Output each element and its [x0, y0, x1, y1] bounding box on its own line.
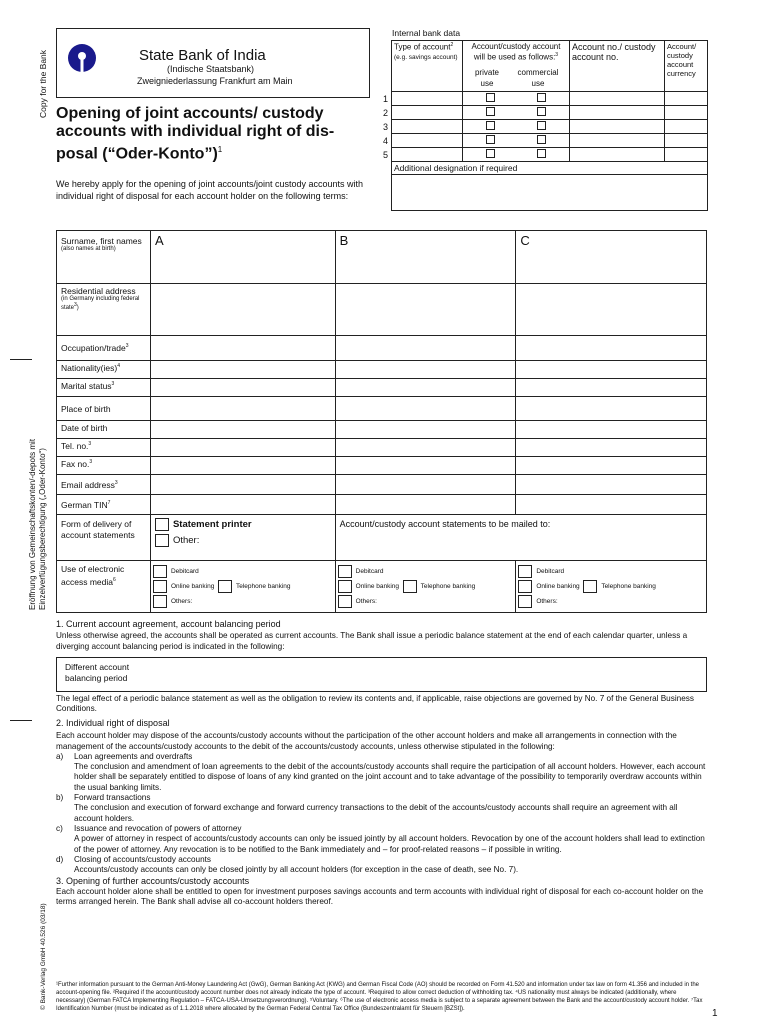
private-use-checkbox[interactable]: [486, 135, 495, 144]
type-cell[interactable]: [392, 148, 463, 162]
sbi-logo-icon: [67, 43, 97, 73]
delivery-options: [150, 515, 335, 561]
row-number: 4: [376, 134, 392, 148]
use-checkboxes: [463, 92, 570, 106]
holder-c-tel[interactable]: [516, 439, 707, 457]
debit-card-checkbox[interactable]: [338, 565, 352, 578]
delivery-label: Form of delivery of account statements: [57, 515, 151, 561]
commercial-use-checkbox[interactable]: [537, 121, 546, 130]
holder-c-media: Debitcard Online banking Telephone banking Others:: [516, 561, 707, 613]
holder-c-tin[interactable]: [516, 495, 707, 515]
currency-cell[interactable]: [665, 148, 708, 162]
holder-a-email[interactable]: [150, 475, 335, 495]
holder-a-marital[interactable]: [150, 379, 335, 397]
balancing-period-field[interactable]: [157, 658, 706, 691]
account-no-cell[interactable]: [570, 120, 665, 134]
intro-text: We hereby apply for the opening of joint accounts/joint custody accounts with individual right of disposal for each account holder on the following terms:: [56, 179, 364, 201]
currency-cell[interactable]: [665, 106, 708, 120]
others-media-checkbox[interactable]: [153, 595, 167, 608]
bank-header-box: [56, 28, 370, 98]
balancing-period-box: [56, 657, 707, 692]
balancing-period-label: Different account balancing period: [65, 662, 130, 683]
col-currency: Account/ custody account currency: [665, 41, 708, 92]
mailing-address-label: Account/custody account statements to be mailed to:: [339, 519, 551, 529]
page-number: 1: [712, 1008, 718, 1019]
row-number: 5: [376, 148, 392, 162]
use-checkboxes: [463, 134, 570, 148]
account-no-cell[interactable]: [570, 148, 665, 162]
private-use-checkbox[interactable]: [486, 107, 495, 116]
holder-c-email[interactable]: [516, 475, 707, 495]
clause-a: a) Loan agreements and overdrafts The conclusion and amendment of loan agreements to the debit of the accounts/custody accounts shall require the participation of all account holders. However, each account holder shall be separately entitled to dispose of loans of any kind granted on the joint account and to take advantage of the possibility to temporarily overdraw accounts within the usual banking limits.: [56, 751, 706, 792]
online-banking-checkbox[interactable]: [518, 580, 532, 593]
marital-label: Marital status$^3$: [57, 379, 151, 397]
section-1-text: Unless otherwise agreed, the accounts shall be operated as current accounts. The Bank shall issue a periodic balance statement at the end of each calendar quarter, unless a diverging account balancing period is indicated in the following:: [56, 631, 688, 651]
debit-card-checkbox[interactable]: [518, 565, 532, 578]
fold-mark-top: [10, 359, 32, 360]
holder-c-place-of-birth[interactable]: [516, 397, 707, 421]
row-number: 1: [376, 92, 392, 106]
section-1-legal: The legal effect of a periodic balance statement as well as the obligation to review its contents and, if applicable, raise objections are governed by No. 7 of the General Business Conditions.: [56, 694, 694, 714]
account-no-cell[interactable]: [570, 106, 665, 120]
use-checkboxes: [463, 106, 570, 120]
commercial-use-checkbox[interactable]: [537, 135, 546, 144]
type-cell[interactable]: [392, 120, 463, 134]
clause-d: d) Closing of accounts/custody accounts Accounts/custody accounts can only be closed jointly by all account holders (for exception in the case of death, see No. 7).: [56, 854, 519, 875]
holder-c-header: C: [520, 233, 530, 248]
surname-label: Surname, first names (also names at birth): [57, 231, 151, 284]
section-2-title: 2. Individual right of disposal: [56, 718, 170, 728]
row-number: 3: [376, 120, 392, 134]
currency-cell[interactable]: [665, 120, 708, 134]
commercial-use-checkbox[interactable]: [537, 93, 546, 102]
others-media-checkbox[interactable]: [338, 595, 352, 608]
footnotes: ¹Further information pursuant to the German Anti-Money Laundering Act (GwG), German Banking Act (KWG) and German Fiscal Code (AO) should be recorded on Form 41.520 and information under tax law on form 41.356 and included in the account-opening file. ²Required if the account/custody account number does not already indicate the type of account. ³Required to allow correct deduction of withholding tax. ⁴US nationality must always be indicated (additionally, where necessary) (German FATCA Implementing Regulation – FATCA-USA-Umsetzungsverordnung). ⁵Voluntary. ⁶The use of electronic access media is subject to a separate agreement between the Bank and the account/custody account holder. ⁷Tax Identification Number (must be indicated as of 1.1.2018 where allocated by the German Federal Central Tax Office (Bundeszentralamt für Steuern [BZSt]).: [56, 982, 703, 1012]
fax-label: Fax no.$^3$: [57, 457, 151, 475]
holder-b-marital[interactable]: [335, 379, 516, 397]
holder-b-media: Debitcard Online banking Telephone banking Others:: [335, 561, 516, 613]
additional-designation-field[interactable]: [392, 175, 708, 211]
holder-b-email[interactable]: [335, 475, 516, 495]
holder-b-place-of-birth[interactable]: [335, 397, 516, 421]
currency-cell[interactable]: [665, 92, 708, 106]
commercial-use-checkbox[interactable]: [537, 149, 546, 158]
currency-cell[interactable]: [665, 134, 708, 148]
holder-a-tel[interactable]: [150, 439, 335, 457]
section-3-text: Each account holder alone shall be entitled to open for investment purposes savings accounts and term accounts with individual right of disposal for each co-account holder on the terms arranged herein. The Bank shall advise all co-account holders thereof.: [56, 886, 704, 907]
page-title: Opening of joint accounts/ custody accounts with individual right of dis- posal (“Oder-Konto”)$^1$: [56, 105, 335, 163]
holder-c-fax[interactable]: [516, 457, 707, 475]
telephone-banking-checkbox[interactable]: [403, 580, 417, 593]
use-checkboxes: [463, 148, 570, 162]
type-cell[interactable]: [392, 92, 463, 106]
holder-a-occupation[interactable]: [150, 336, 335, 361]
account-no-cell[interactable]: [570, 92, 665, 106]
holder-c-nationality[interactable]: [516, 361, 707, 379]
col-use: Account/custody account will be used as follows:$^3$ private use commercial use: [463, 41, 570, 92]
account-holder-table: [56, 230, 707, 613]
internal-data-heading: Internal bank data: [392, 28, 461, 38]
col-type-of-account: Type of account$^2$ (e.g. savings account): [392, 41, 463, 92]
internal-bank-data-table: [376, 40, 708, 211]
holder-c-surname[interactable]: [516, 231, 707, 284]
holder-a-nationality[interactable]: [150, 361, 335, 379]
holder-b-tin[interactable]: [335, 495, 516, 515]
telephone-banking-checkbox[interactable]: [583, 580, 597, 593]
additional-designation-label: Additional designation if required: [392, 162, 708, 175]
holder-b-nationality[interactable]: [335, 361, 516, 379]
holder-a-date-of-birth[interactable]: [150, 421, 335, 439]
col-account-no: Account no./ custody account no.: [570, 41, 665, 92]
debit-card-checkbox[interactable]: [153, 565, 167, 578]
email-label: Email address$^3$: [57, 475, 151, 495]
publisher-note: © Bank-Verlag GmbH 40.526 (03/18): [40, 903, 47, 1010]
copy-for-bank-label: Copy for the Bank: [38, 49, 48, 118]
section-2: [56, 718, 706, 907]
section-3-title: 3. Opening of further accounts/custody accounts: [56, 876, 250, 887]
mailing-address-field[interactable]: [335, 515, 706, 561]
branch-name: Zweigniederlassung Frankfurt am Main: [137, 76, 293, 86]
private-use-checkbox[interactable]: [486, 149, 495, 158]
holder-b-residential[interactable]: [335, 284, 516, 336]
holder-c-occupation[interactable]: [516, 336, 707, 361]
clause-c: c) Issuance and revocation of powers of attorney A power of attorney in respect of accounts/custody accounts can only be issued jointly by all account holders. Revocation by one of the account holders shall lead to extinction of the power of attorney. Any revocation is to be notified to the Bank immediately and – for proof-related reasons – if possible in writing.: [56, 823, 705, 854]
section-1-title: 1. Current account agreement, account balancing period: [56, 619, 281, 629]
holder-a-tin[interactable]: [150, 495, 335, 515]
telephone-banking-checkbox[interactable]: [218, 580, 232, 593]
holder-b-tel[interactable]: [335, 439, 516, 457]
other-delivery-checkbox[interactable]: [155, 534, 169, 547]
others-media-checkbox[interactable]: [518, 595, 532, 608]
holder-c-residential[interactable]: [516, 284, 707, 336]
other-delivery-label: Other:: [172, 535, 200, 547]
holder-b-occupation[interactable]: [335, 336, 516, 361]
bank-name-german: (Indische Staatsbank): [167, 64, 255, 74]
holder-b-surname[interactable]: [335, 231, 516, 284]
date-of-birth-label: Date of birth: [57, 421, 151, 439]
holder-b-date-of-birth[interactable]: [335, 421, 516, 439]
statement-printer-label: Statement printer: [172, 519, 252, 531]
holder-c-date-of-birth[interactable]: [516, 421, 707, 439]
holder-b-header: B: [339, 233, 349, 248]
holder-a-header: A: [154, 233, 164, 248]
occupation-label: Occupation/trade$^3$: [57, 336, 151, 361]
bank-name: State Bank of India: [139, 47, 266, 64]
holder-a-residential[interactable]: [150, 284, 335, 336]
private-use-checkbox[interactable]: [486, 121, 495, 130]
account-no-cell[interactable]: [570, 134, 665, 148]
type-cell[interactable]: [392, 134, 463, 148]
section-1: [56, 619, 706, 652]
holder-a-fax[interactable]: [150, 457, 335, 475]
place-of-birth-label: Place of birth: [57, 397, 151, 421]
online-banking-checkbox[interactable]: [338, 580, 352, 593]
row-number: 2: [376, 106, 392, 120]
online-banking-checkbox[interactable]: [153, 580, 167, 593]
section-2-text: Each account holder may dispose of the accounts/custody accounts without the participation of the other account holders and make all arrangements in connection with the management of the accounts/custody accounts to the debit of the accounts/custody accounts, unless otherwise stipulated in the following:: [56, 731, 677, 751]
holder-a-place-of-birth[interactable]: [150, 397, 335, 421]
private-use-checkbox[interactable]: [486, 93, 495, 102]
nationality-label: Nationality(ies)$^4$: [57, 361, 151, 379]
fold-mark-bottom: [10, 720, 32, 721]
commercial-use-checkbox[interactable]: [537, 107, 546, 116]
type-cell[interactable]: [392, 106, 463, 120]
holder-c-marital[interactable]: [516, 379, 707, 397]
clause-b: b) Forward transactions The conclusion and execution of forward exchange and forward currency transactions to the debit of the accounts/custody accounts shall require an agreement with all account holders.: [56, 793, 678, 823]
residential-label: Residential address (in Germany including federal state$^3$): [57, 284, 151, 336]
statement-printer-checkbox[interactable]: [155, 518, 169, 531]
media-label: Use of electronic access media$^6$: [57, 561, 151, 613]
use-checkboxes: [463, 120, 570, 134]
holder-a-media: Debitcard Online banking Telephone banking Others:: [150, 561, 335, 613]
holder-a-surname[interactable]: [150, 231, 335, 284]
form-title-german: Eröffnung von Gemeinschaftskonten/-depots mit Einzelverfügungsberechtigung („Oder-Konto“): [28, 438, 47, 610]
holder-b-fax[interactable]: [335, 457, 516, 475]
tel-label: Tel. no.$^3$: [57, 439, 151, 457]
tin-label: German TIN$^7$: [57, 495, 151, 515]
